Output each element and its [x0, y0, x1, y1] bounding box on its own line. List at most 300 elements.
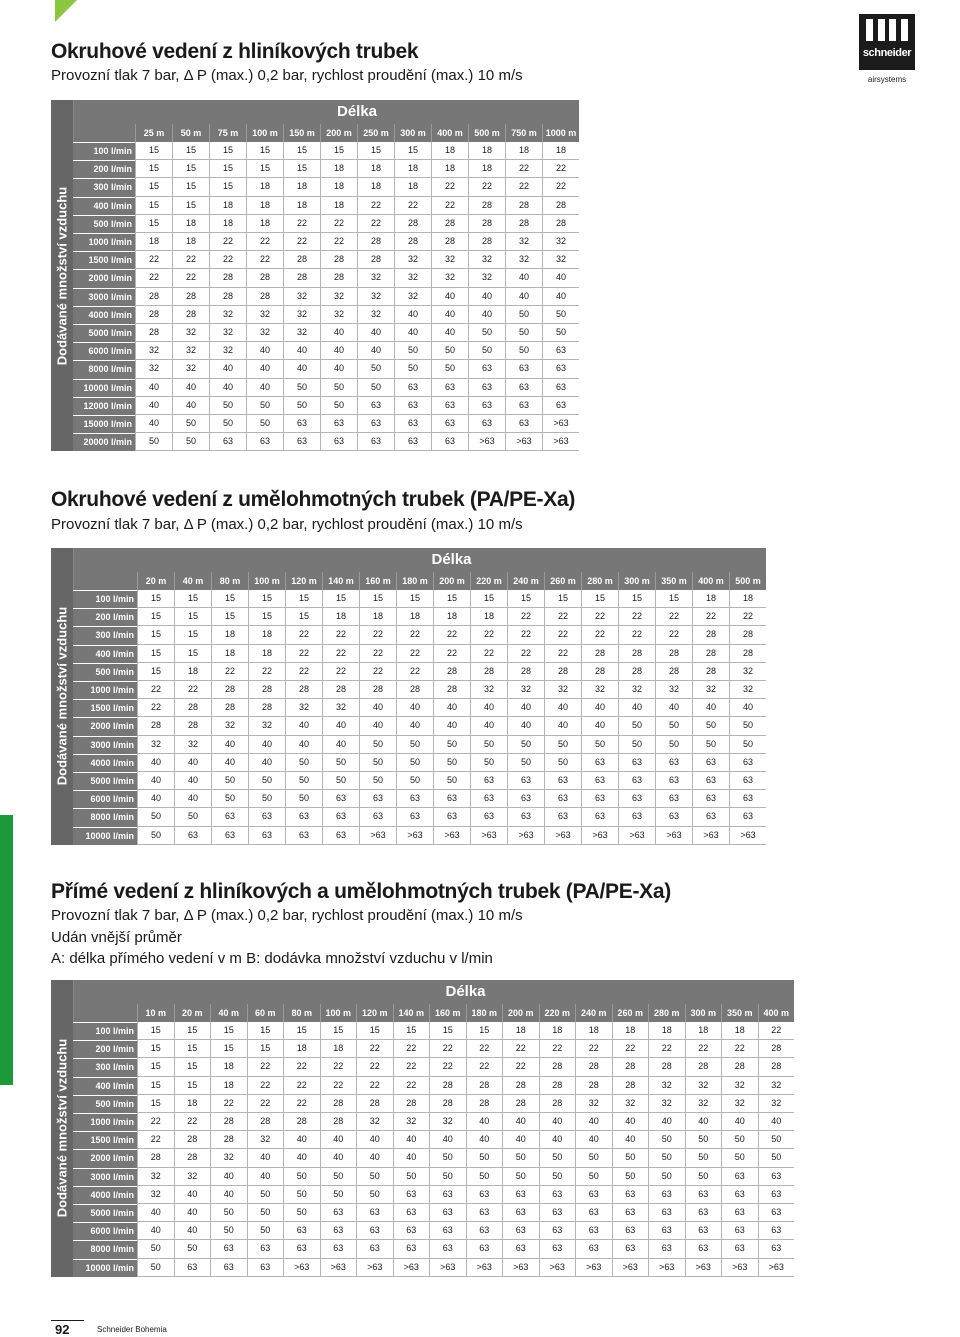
table-cell: 32 [320, 288, 357, 306]
table-cell: 28 [581, 663, 618, 681]
table-cell: 28 [211, 681, 248, 699]
table-cell: 32 [172, 342, 209, 360]
table-cell: 28 [356, 1095, 393, 1113]
table-cell: 18 [502, 1022, 539, 1040]
logo-wordmark: schneider [862, 47, 912, 59]
table-cell: 28 [396, 681, 433, 699]
table-cell: 22 [359, 645, 396, 663]
table-cell: 63 [575, 1240, 612, 1258]
table-cell: 22 [320, 1058, 357, 1076]
table-cell: 28 [137, 1149, 174, 1167]
table-cell: 22 [357, 215, 394, 233]
table-cell: 40 [575, 1131, 612, 1149]
table-cell: 22 [320, 215, 357, 233]
table-cell: 50 [655, 736, 692, 754]
table-cell: 50 [320, 397, 357, 415]
table-cell: 63 [648, 1186, 685, 1204]
table-cell: 32 [648, 1077, 685, 1095]
table-cell: 63 [575, 1222, 612, 1240]
flow-rate-axis-label [51, 548, 73, 845]
table-cell: 28 [692, 626, 729, 644]
table-cell: 50 [137, 827, 174, 845]
table-cell: 22 [433, 645, 470, 663]
table-cell: 63 [322, 827, 359, 845]
table-cell: 63 [356, 1240, 393, 1258]
table-cell: 40 [209, 379, 246, 397]
table-cell: 63 [692, 808, 729, 826]
table-cell: 22 [581, 608, 618, 626]
table-cell: 50 [396, 772, 433, 790]
table-cell: 50 [210, 1204, 247, 1222]
table-cell: 63 [468, 415, 505, 433]
table-cell: 32 [393, 1113, 430, 1131]
table-cell: 63 [505, 415, 542, 433]
table-cell: 22 [505, 178, 542, 196]
table-cell: 32 [246, 306, 283, 324]
table-cell: 40 [174, 1204, 211, 1222]
row-label: 2000 l/min [73, 1149, 137, 1167]
table-cell: 22 [507, 645, 544, 663]
table-cell: >63 [502, 1259, 539, 1277]
table-cell: 28 [758, 1040, 795, 1058]
table-cell: 32 [505, 251, 542, 269]
table-cell: 50 [356, 1168, 393, 1186]
table-cell: 63 [721, 1222, 758, 1240]
row-label: 3000 l/min [73, 736, 137, 754]
table-cell: 32 [246, 324, 283, 342]
table-cell: 40 [466, 1113, 503, 1131]
table-cell: 63 [758, 1240, 795, 1258]
table-cell: 40 [320, 360, 357, 378]
table-cell: 18 [431, 160, 468, 178]
table-cell: 15 [246, 160, 283, 178]
table-cell: 63 [507, 808, 544, 826]
table-cell: 63 [655, 772, 692, 790]
table-cell: 22 [246, 233, 283, 251]
table-cell: 40 [655, 699, 692, 717]
table-cell: 22 [433, 626, 470, 644]
column-header: 1000 m [542, 124, 579, 142]
column-header: 220 m [470, 572, 507, 590]
table-cell: 50 [507, 754, 544, 772]
table-cell: 28 [729, 626, 766, 644]
section-3-subtitle: Provozní tlak 7 bar, Δ P (max.) 0,2 bar, rychlost proudění (max.) 10 m/s [51, 907, 523, 924]
table-cell: >63 [575, 1259, 612, 1277]
table-cell: 22 [542, 160, 579, 178]
table-cell: 15 [507, 590, 544, 608]
table-cell: 32 [357, 306, 394, 324]
table-cell: 40 [357, 342, 394, 360]
header-corner-cell [73, 548, 138, 590]
table-cell: 22 [618, 626, 655, 644]
table-cell: 50 [174, 808, 211, 826]
table-cell: 63 [758, 1168, 795, 1186]
section-2-title: Okruhové vedení z umělohmotných trubek (PA/PE-Xa) [51, 488, 576, 511]
table-cell: 32 [209, 306, 246, 324]
table-cell: 15 [172, 197, 209, 215]
table-cell: 15 [470, 590, 507, 608]
table-cell: 32 [505, 233, 542, 251]
table-cell: 32 [356, 1113, 393, 1131]
table-cell: 63 [505, 397, 542, 415]
table-cell: 50 [356, 1186, 393, 1204]
table-cell: 22 [247, 1095, 284, 1113]
table-cell: >63 [758, 1259, 795, 1277]
table-cell: 40 [246, 379, 283, 397]
table-cell: 40 [359, 699, 396, 717]
table-cell: 63 [466, 1240, 503, 1258]
length-header: Délka [135, 100, 579, 124]
table-cell: >63 [544, 827, 581, 845]
table-cell: 28 [544, 663, 581, 681]
table-cell: 32 [685, 1077, 722, 1095]
table-cell: >63 [393, 1259, 430, 1277]
table-cell: 63 [539, 1186, 576, 1204]
table-cell: >63 [581, 827, 618, 845]
table-cell: 22 [322, 663, 359, 681]
table-cell: >63 [320, 1259, 357, 1277]
table-cell: 18 [283, 1040, 320, 1058]
table-cell: 50 [721, 1149, 758, 1167]
table-cell: 22 [137, 699, 174, 717]
table-cell: 40 [575, 1113, 612, 1131]
table-cell: 18 [470, 608, 507, 626]
flow-rate-axis-label [51, 980, 73, 1277]
table-cell: 40 [172, 379, 209, 397]
table-cell: 40 [211, 754, 248, 772]
table-cell: 50 [283, 379, 320, 397]
table-cell: 50 [137, 1240, 174, 1258]
column-header: 100 m [248, 572, 285, 590]
table-cell: >63 [429, 1259, 466, 1277]
table-cell: 50 [357, 379, 394, 397]
table-cell: >63 [685, 1259, 722, 1277]
table-cell: 15 [209, 142, 246, 160]
row-label: 6000 l/min [73, 342, 135, 360]
table-cell: 15 [174, 645, 211, 663]
table-cell: 22 [393, 1077, 430, 1095]
table-cell: 40 [322, 717, 359, 735]
table-cell: 15 [320, 142, 357, 160]
table-cell: 40 [247, 1168, 284, 1186]
column-header: 25 m [135, 124, 172, 142]
table-cell: 18 [721, 1022, 758, 1040]
table-cell: 63 [729, 754, 766, 772]
table-cell: 40 [210, 1168, 247, 1186]
column-header: 300 m [394, 124, 431, 142]
table-cell: 15 [393, 1022, 430, 1040]
table-cell: 40 [542, 269, 579, 287]
table-cell: 28 [393, 1095, 430, 1113]
table-cell: 63 [502, 1240, 539, 1258]
table-cell: 40 [648, 1113, 685, 1131]
table-cell: 18 [505, 142, 542, 160]
table-cell: 15 [172, 142, 209, 160]
table-cell: 63 [429, 1222, 466, 1240]
column-header: 120 m [285, 572, 322, 590]
column-header: 200 m [433, 572, 470, 590]
table-cell: 63 [542, 379, 579, 397]
table-cell: 28 [172, 306, 209, 324]
table-cell: 22 [172, 269, 209, 287]
row-label: 400 l/min [73, 645, 137, 663]
table-cell: 50 [359, 772, 396, 790]
column-header: 180 m [466, 1004, 503, 1022]
table-cell: 50 [285, 790, 322, 808]
table-cell: 50 [247, 1204, 284, 1222]
table-cell: 63 [618, 772, 655, 790]
table-cell: 32 [618, 681, 655, 699]
column-header: 160 m [359, 572, 396, 590]
row-label: 200 l/min [73, 608, 137, 626]
table-cell: 63 [431, 433, 468, 451]
column-header: 150 m [283, 124, 320, 142]
row-label: 8000 l/min [73, 1240, 137, 1258]
table-cell: 32 [431, 251, 468, 269]
side-color-bar [0, 815, 13, 1085]
table-cell: 32 [648, 1095, 685, 1113]
table-cell: 28 [612, 1058, 649, 1076]
table-cell: 22 [466, 1058, 503, 1076]
table-cell: 63 [648, 1204, 685, 1222]
table-cell: 40 [211, 736, 248, 754]
row-label: 10000 l/min [73, 827, 137, 845]
page-number: 92 [55, 1322, 70, 1337]
table-cell: 15 [174, 1022, 211, 1040]
table-cell: 50 [721, 1131, 758, 1149]
row-label: 8000 l/min [73, 808, 137, 826]
table-cell: 63 [655, 808, 692, 826]
table-cell: 63 [283, 1222, 320, 1240]
table-cell: 63 [648, 1240, 685, 1258]
table-cell: 50 [283, 1168, 320, 1186]
table-cell: 63 [758, 1204, 795, 1222]
table-cell: 28 [285, 681, 322, 699]
table-cell: 63 [322, 808, 359, 826]
table-cell: 32 [211, 717, 248, 735]
table-cell: 63 [685, 1240, 722, 1258]
table-cell: 15 [247, 1040, 284, 1058]
table-cell: 22 [544, 645, 581, 663]
table-cell: 63 [393, 1240, 430, 1258]
table-cell: 40 [137, 790, 174, 808]
table-cell: 22 [174, 681, 211, 699]
table-cell: 28 [320, 1113, 357, 1131]
table-cell: 63 [283, 433, 320, 451]
table-cell: 15 [174, 590, 211, 608]
table-cell: 50 [685, 1149, 722, 1167]
table-cell: 63 [285, 808, 322, 826]
table-cell: >63 [359, 827, 396, 845]
table-cell: 50 [581, 736, 618, 754]
table-cell: 22 [322, 645, 359, 663]
row-label: 3000 l/min [73, 1168, 137, 1186]
table-cell: 22 [356, 1077, 393, 1095]
table-cell: 22 [692, 608, 729, 626]
table-cell: 63 [721, 1168, 758, 1186]
table-cell: 15 [283, 1022, 320, 1040]
table-cell: 40 [431, 306, 468, 324]
table-cell: 63 [575, 1204, 612, 1222]
table-cell: 28 [357, 251, 394, 269]
table-cell: 18 [210, 1058, 247, 1076]
table-cell: 40 [729, 699, 766, 717]
table-cell: 32 [137, 736, 174, 754]
table-cell: 40 [320, 1149, 357, 1167]
table-cell: 22 [502, 1040, 539, 1058]
table-cell: 32 [209, 324, 246, 342]
table-cell: 15 [135, 142, 172, 160]
table-cell: 40 [431, 324, 468, 342]
table-cell: 32 [721, 1095, 758, 1113]
table-cell: 28 [729, 645, 766, 663]
table-cell: 63 [721, 1186, 758, 1204]
table-cell: 28 [247, 1113, 284, 1131]
section-1-title: Okruhové vedení z hliníkových trubek [51, 40, 419, 63]
table-cell: 63 [612, 1222, 649, 1240]
row-label: 20000 l/min [73, 433, 135, 451]
table-cell: 18 [431, 142, 468, 160]
table-cell: 32 [655, 681, 692, 699]
table-cell: 18 [468, 142, 505, 160]
pipe-size-table-aluminium-ring [51, 100, 579, 451]
table-cell: 32 [137, 1186, 174, 1204]
table-cell: 18 [729, 590, 766, 608]
table-cell: 28 [542, 215, 579, 233]
column-header: 200 m [502, 1004, 539, 1022]
table-cell: 32 [468, 251, 505, 269]
column-header: 50 m [172, 124, 209, 142]
table-cell: 63 [685, 1186, 722, 1204]
table-cell: 40 [135, 415, 172, 433]
table-cell: 15 [283, 142, 320, 160]
table-cell: 40 [135, 397, 172, 415]
table-cell: 32 [729, 681, 766, 699]
table-cell: 50 [211, 772, 248, 790]
table-cell: 32 [174, 736, 211, 754]
table-cell: 50 [685, 1168, 722, 1186]
table-cell: 63 [544, 772, 581, 790]
table-cell: 28 [466, 1095, 503, 1113]
table-cell: 18 [172, 215, 209, 233]
column-header: 140 m [322, 572, 359, 590]
table-cell: 15 [356, 1022, 393, 1040]
table-cell: 63 [320, 1222, 357, 1240]
table-cell: 50 [470, 736, 507, 754]
column-header: 280 m [648, 1004, 685, 1022]
table-cell: 50 [357, 360, 394, 378]
table-cell: 63 [356, 1222, 393, 1240]
table-cell: 40 [507, 699, 544, 717]
table-cell: 28 [359, 681, 396, 699]
table-cell: 22 [544, 626, 581, 644]
table-cell: 40 [247, 1149, 284, 1167]
table-cell: 28 [539, 1077, 576, 1095]
section-1-subtitle: Provozní tlak 7 bar, Δ P (max.) 0,2 bar, rychlost proudění (max.) 10 m/s [51, 67, 523, 84]
table-cell: 40 [542, 288, 579, 306]
table-cell: 63 [685, 1222, 722, 1240]
row-label: 200 l/min [73, 160, 135, 178]
table-cell: 15 [618, 590, 655, 608]
table-cell: 18 [320, 160, 357, 178]
table-cell: 50 [285, 754, 322, 772]
table-cell: 63 [283, 415, 320, 433]
table-cell: 22 [246, 251, 283, 269]
table-cell: 15 [137, 663, 174, 681]
column-header: 240 m [575, 1004, 612, 1022]
table-cell: 40 [721, 1113, 758, 1131]
table-cell: 22 [470, 626, 507, 644]
table-cell: 15 [135, 160, 172, 178]
table-cell: 15 [396, 590, 433, 608]
table-cell: 28 [211, 699, 248, 717]
table-cell: 40 [320, 1131, 357, 1149]
table-cell: >63 [655, 827, 692, 845]
column-header: 120 m [356, 1004, 393, 1022]
table-cell: 15 [211, 590, 248, 608]
table-cell: 40 [544, 717, 581, 735]
table-cell: 15 [172, 160, 209, 178]
table-cell: 50 [433, 754, 470, 772]
table-cell: 22 [285, 626, 322, 644]
table-cell: 63 [470, 772, 507, 790]
table-cell: 22 [431, 178, 468, 196]
table-cell: 28 [320, 269, 357, 287]
column-header: 80 m [283, 1004, 320, 1022]
table-cell: 28 [135, 288, 172, 306]
table-cell: 50 [394, 342, 431, 360]
table-cell: 40 [502, 1131, 539, 1149]
table-cell: 28 [468, 215, 505, 233]
table-cell: 32 [172, 324, 209, 342]
table-cell: 50 [320, 379, 357, 397]
table-cell: 28 [505, 215, 542, 233]
table-cell: 40 [393, 1149, 430, 1167]
column-header: 20 m [137, 572, 174, 590]
table-cell: 28 [320, 1095, 357, 1113]
table-cell: 22 [135, 269, 172, 287]
corner-accent-triangle [55, 0, 77, 22]
table-cell: 63 [396, 790, 433, 808]
table-cell: 15 [322, 590, 359, 608]
table-cell: 50 [246, 415, 283, 433]
table-cell: 28 [283, 1113, 320, 1131]
table-cell: 50 [466, 1149, 503, 1167]
table-cell: 22 [283, 1058, 320, 1076]
table-cell: 28 [431, 233, 468, 251]
table-cell: 22 [507, 608, 544, 626]
table-cell: 63 [721, 1240, 758, 1258]
table-cell: 50 [729, 736, 766, 754]
table-cell: 28 [357, 233, 394, 251]
table-cell: 40 [174, 754, 211, 772]
row-label: 400 l/min [73, 197, 135, 215]
table-cell: 63 [466, 1222, 503, 1240]
table-cell: 40 [248, 754, 285, 772]
table-cell: 63 [429, 1204, 466, 1222]
table-cell: 28 [721, 1058, 758, 1076]
table-cell: 40 [174, 1222, 211, 1240]
length-header: Délka [137, 548, 766, 572]
table-cell: 15 [433, 590, 470, 608]
table-cell: 32 [210, 1149, 247, 1167]
table-cell: 22 [247, 1077, 284, 1095]
table-cell: 50 [648, 1168, 685, 1186]
table-cell: 15 [285, 608, 322, 626]
table-cell: 18 [248, 626, 285, 644]
column-header: 500 m [729, 572, 766, 590]
table-cell: 40 [618, 699, 655, 717]
